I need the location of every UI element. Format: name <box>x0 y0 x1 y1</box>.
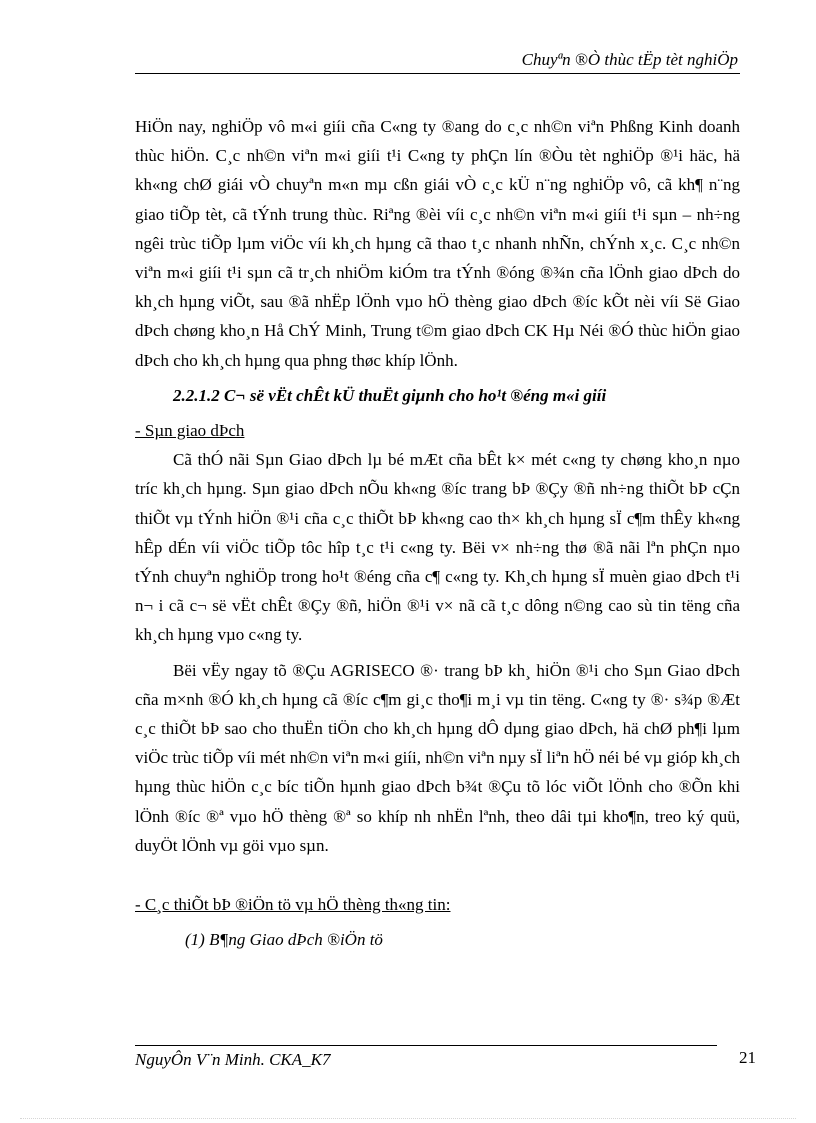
sub-heading-equipment: - C¸c thiÕt bÞ ®iÖn tö vµ hÖ thèng th«ng tin: <box>135 895 451 915</box>
header-divider <box>135 73 740 74</box>
footer-author: NguyÔn V¨n Minh. CKA_K7 <box>135 1050 331 1069</box>
body-paragraph-1: HiÖn nay, nghiÖp vô m«i giíi cña C«ng ty ®ang do c¸c nh©n viªn Phßng Kinh doanh thùc hiÖn. C¸c nh©n viªn m«i giíi t¹i C«ng ty phÇn lín ®Òu tèt nghiÖp ®¹i häc, hä kh«ng chØ giái vÒ chuyªn m«n mµ cßn giái vÒ c¸c kÜ n¨ng nghiÖp vô, cã kh¶ n¨ng giao tiÕp tèt, cã tÝnh trung thùc. Riªng ®èi víi c¸c nh©n viªn m«i giíi t¹i sµn – nh÷ng ngêi trùc tiÕp lµm viÖc víi kh¸ch hµng cã thao t¸c nhanh nhÑn, chÝnh x¸c. C¸c nh©n viªn m«i giíi t¹i sµn cã tr¸ch nhiÖm kiÓm tra tÝnh ®óng ®¾n cña lÖnh giao dÞch do kh¸ch hµng viÕt, sau ®ã nhËp lÖnh vµo hÖ thèng giao dÞch ®íc kÕt nèi víi Së Giao dÞch chøng kho¸n Hå ChÝ Minh, Trung t©m giao dÞch CK Hµ Néi ®Ó thùc hiÖn giao dÞch cho kh¸ch hµng qua phng thøc khíp lÖnh. <box>135 117 740 370</box>
body-paragraph-2: Cã thÓ nãi Sµn Giao dÞch lµ bé mÆt cña bÊt k× mét c«ng ty chøng kho¸n nµo tríc kh¸ch hµng. Sµn giao dÞch nÕu kh«ng ®íc trang bÞ ®Çy ®ñ nh÷ng thiÕt bÞ cÇn thiÕt vµ tÝnh hiÖn ®¹i cña c¸c thiÕt bÞ kh«ng cao th× kh¸ch hµng sÏ c¶m thÊy kh«ng hÊp dÉn víi viÖc tiÕp tôc hîp t¸c t¹i c«ng ty. Bëi v× nh÷ng thø ®ã nãi lªn phÇn nµo tÝnh chuyªn nghiÖp trong ho¹t ®éng cña c¶ c«ng ty. Kh¸ch hµng sÏ muèn giao dÞch t¹i n¬ i cã c¬ së vËt chÊt ®Çy ®ñ, hiÖn ®¹i v× nã cã t¸c dông n©ng cao sù tin tëng cña kh¸ch hµng vµo c«ng ty. <box>135 450 740 645</box>
body-paragraph-3: Bëi vËy ngay tõ ®Çu AGRISECO ®· trang bÞ kh¸ hiÖn ®¹i cho Sµn Giao dÞch cña m×nh ®Ó kh¸ch hµng cã ®íc c¶m gi¸c tho¶i m¸i vµ tin tëng. C«ng ty ®· s¾p ®Æt c¸c thiÕt bÞ sao cho thuËn tiÖn cho kh¸ch hµng dÔ dµng giao dÞch, hä chØ ph¶i lµm viÖc trùc tiÕp víi mét nh©n viªn m«i giíi, nh©n viªn nµy sÏ liªn hÖ néi bé vµ gióp kh¸ch hµng thùc hiÖn c¸c bíc tiÕn hµnh giao dÞch b¾t ®Çu tõ lóc viÕt lÖnh cho ®Õn khi lÖnh ®íc ®ª vµo hÖ thèng ®ª so khíp nh nhËn lªnh, theo dâi tµi kho¶n, treo ký quü, duyÖt lÖnh vµ göi vµo sµn. <box>135 660 740 855</box>
sub-heading-trading-floor: - Sµn giao dÞch <box>135 421 245 441</box>
running-header: Chuyªn ®Ò thùc tËp tèt nghiÖp <box>521 50 738 69</box>
body-content <box>135 112 740 954</box>
page-number: 21 <box>739 1048 756 1067</box>
footer-divider <box>135 1045 717 1046</box>
list-item-1: (1) B¶ng Giao dÞch ®iÖn tö <box>185 930 383 950</box>
page-bottom-border <box>20 1118 796 1119</box>
section-heading: 2.2.1.2 C¬ së vËt chÊt kÜ thuËt giµnh cho ho¹t ®éng m«i giíi <box>173 385 607 405</box>
